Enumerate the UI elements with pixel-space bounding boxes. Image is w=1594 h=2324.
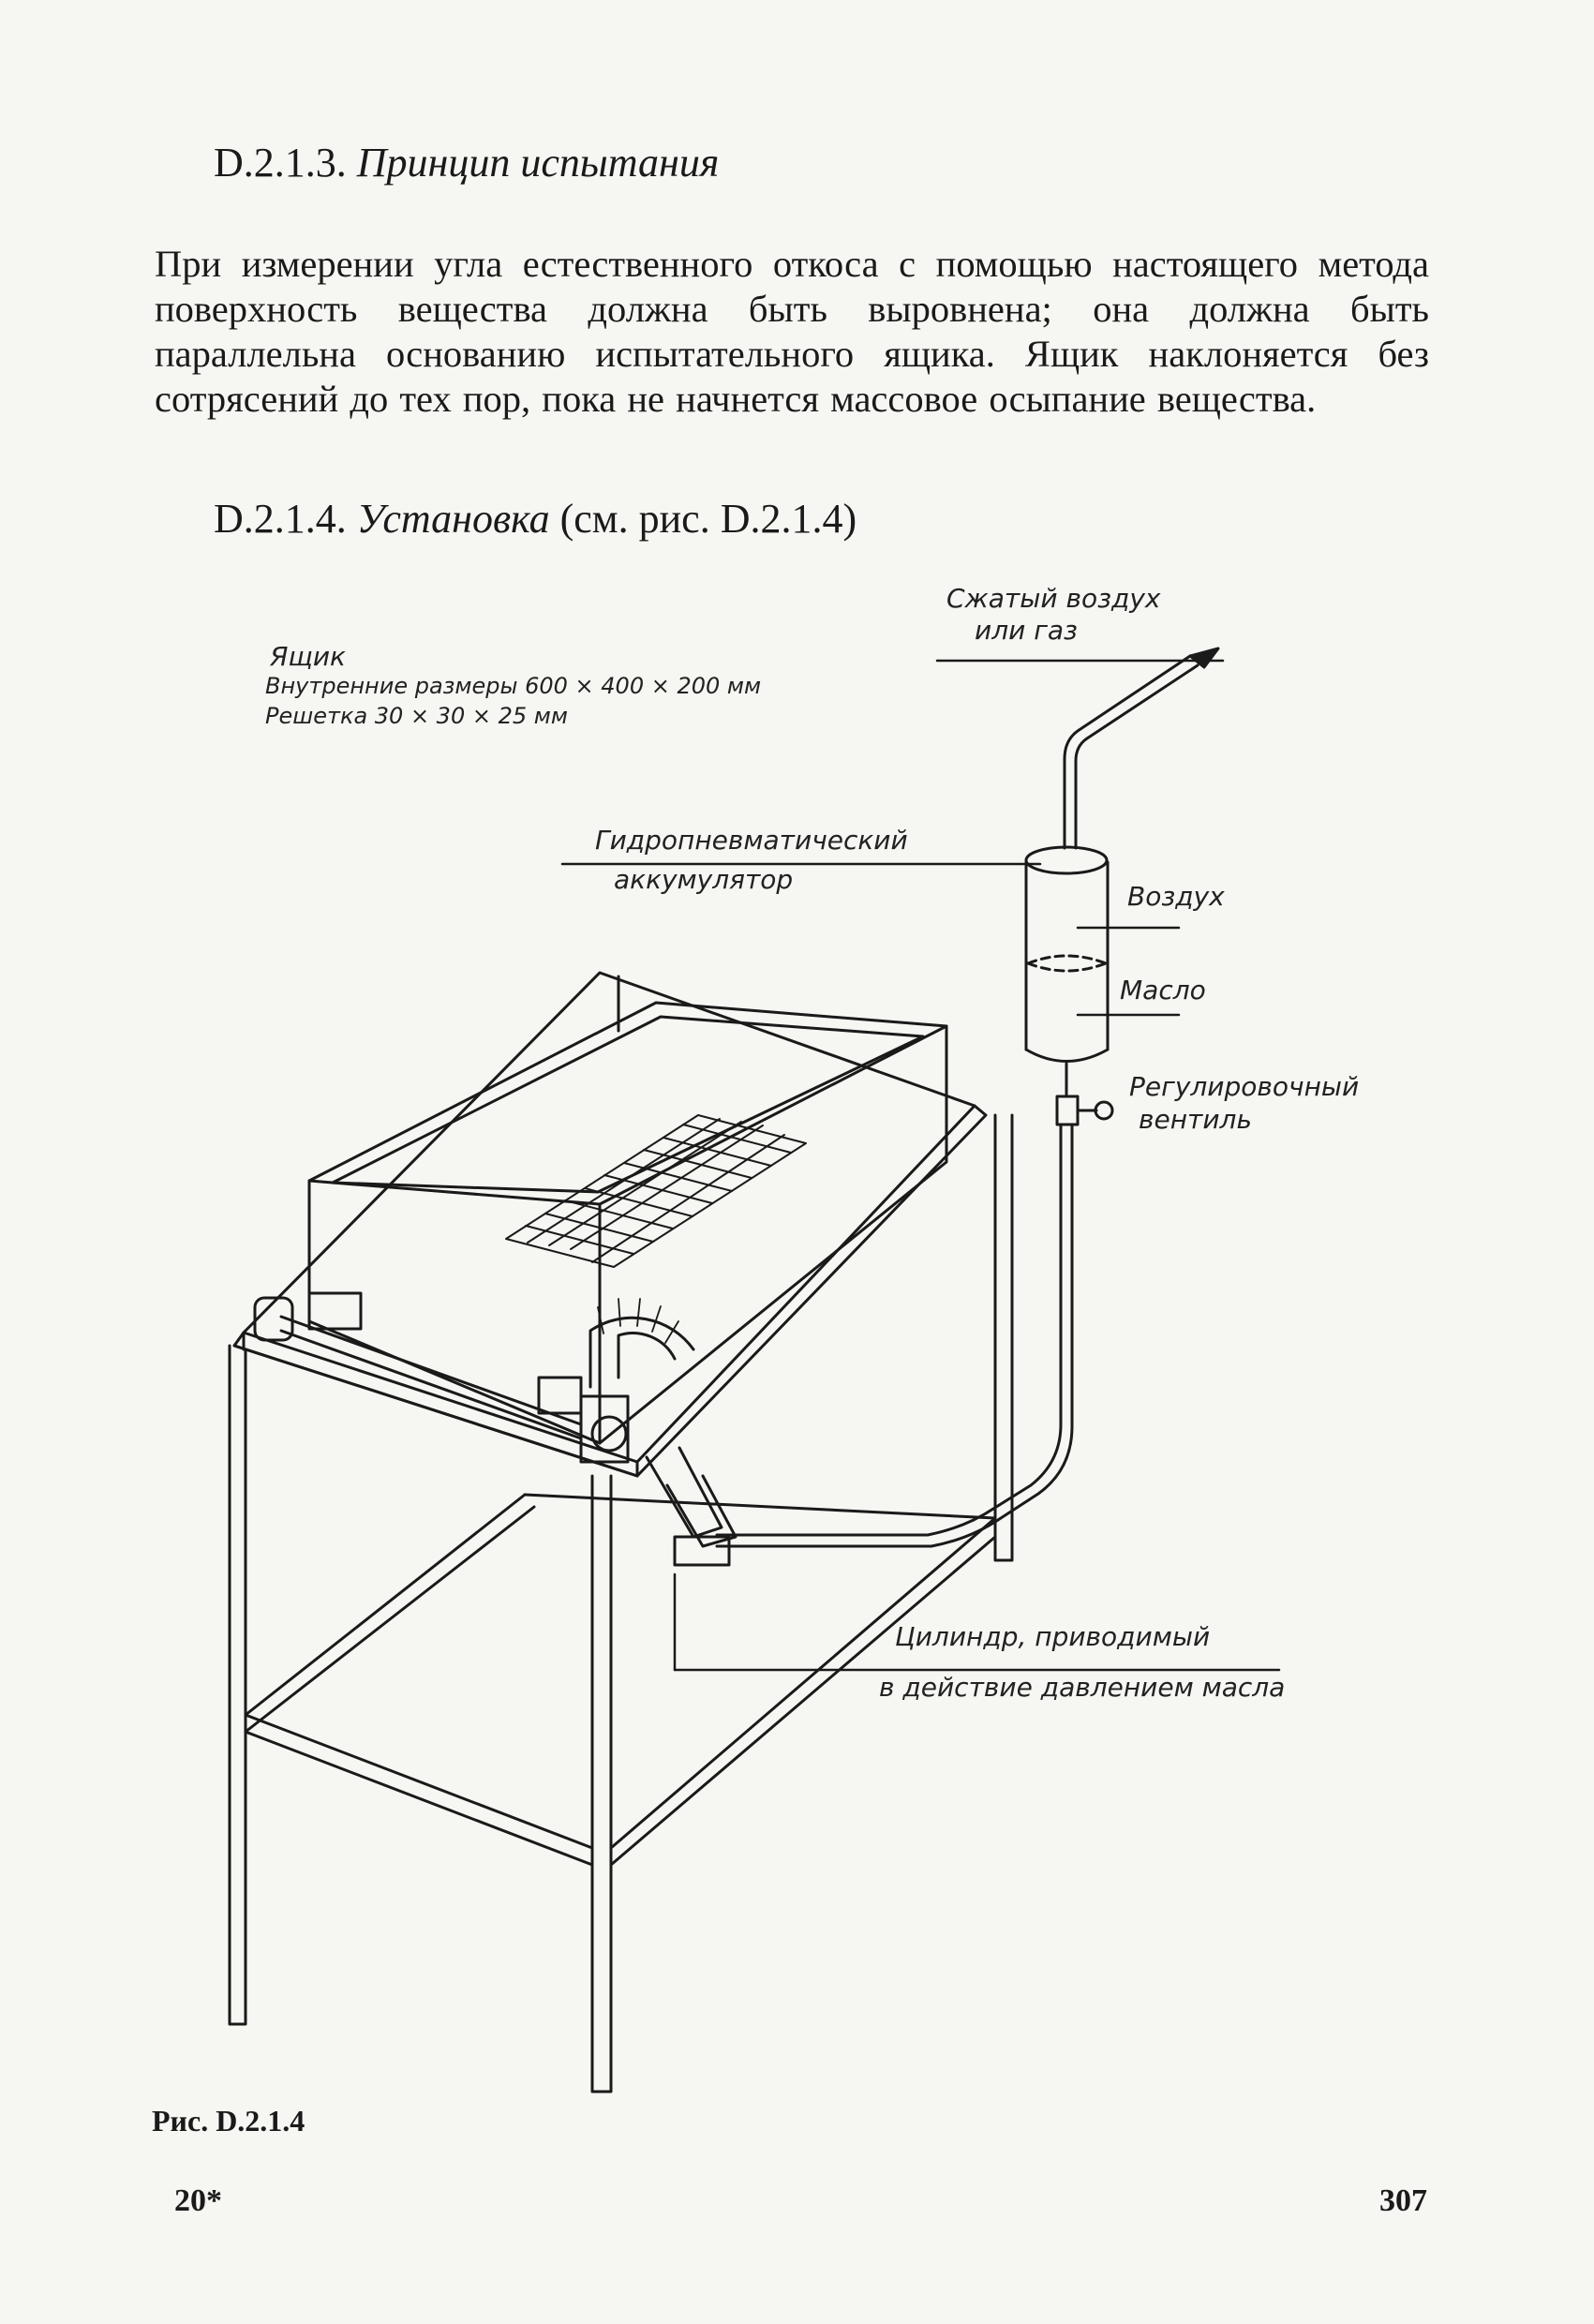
grid-dimensions: Решетка 30 × 30 × 25 мм [265, 703, 568, 729]
oil-line [717, 1125, 1072, 1546]
leader-lines [562, 661, 1279, 1670]
section-title: Принцип испытания [356, 140, 720, 186]
gas-pipe [1065, 648, 1218, 848]
section-title: Установка [356, 496, 550, 542]
oil-label: Масло [1120, 975, 1206, 1006]
valve [1057, 1064, 1112, 1125]
section-number: D.2.1.3. [214, 140, 347, 186]
protractor [590, 1299, 693, 1387]
figure-caption: Рис. D.2.1.4 [152, 2104, 305, 2138]
test-box [309, 1003, 946, 1443]
section-number: D.2.1.4. [214, 496, 347, 542]
accumulator-label-1: Гидропневматический [595, 825, 908, 856]
gas-label-1: Сжатый воздух [946, 583, 1161, 614]
accumulator [1026, 847, 1108, 1062]
table-frame [230, 973, 1012, 2092]
air-label: Воздух [1127, 881, 1225, 912]
valve-label-1: Регулировочный [1129, 1071, 1360, 1102]
printer-signature: 20* [174, 2183, 222, 2218]
cylinder-label-1: Цилиндр, приводимый [895, 1621, 1211, 1652]
page-number: 307 [1379, 2183, 1427, 2218]
accumulator-label-2: аккумулятор [614, 864, 794, 895]
gas-label-2: или газ [975, 615, 1078, 646]
body-paragraph: При измерении угла естественного откоса с помощью настоящего метода поверхность вещества должна быть выровнена; она должна быть параллельна основанию испытательного ящика. Ящик наклоняется без сотрясений до тех пор, пока не начнется массовое осыпание вещества. [155, 243, 1429, 420]
valve-label-2: вентиль [1139, 1104, 1252, 1135]
box-label: Ящик [270, 641, 346, 672]
cylinder-label-2: в действие давлением масла [879, 1672, 1286, 1703]
box-dimensions: Внутренние размеры 600 × 400 × 200 мм [265, 673, 762, 699]
figure-reference: (см. рис. D.2.1.4) [559, 496, 857, 542]
